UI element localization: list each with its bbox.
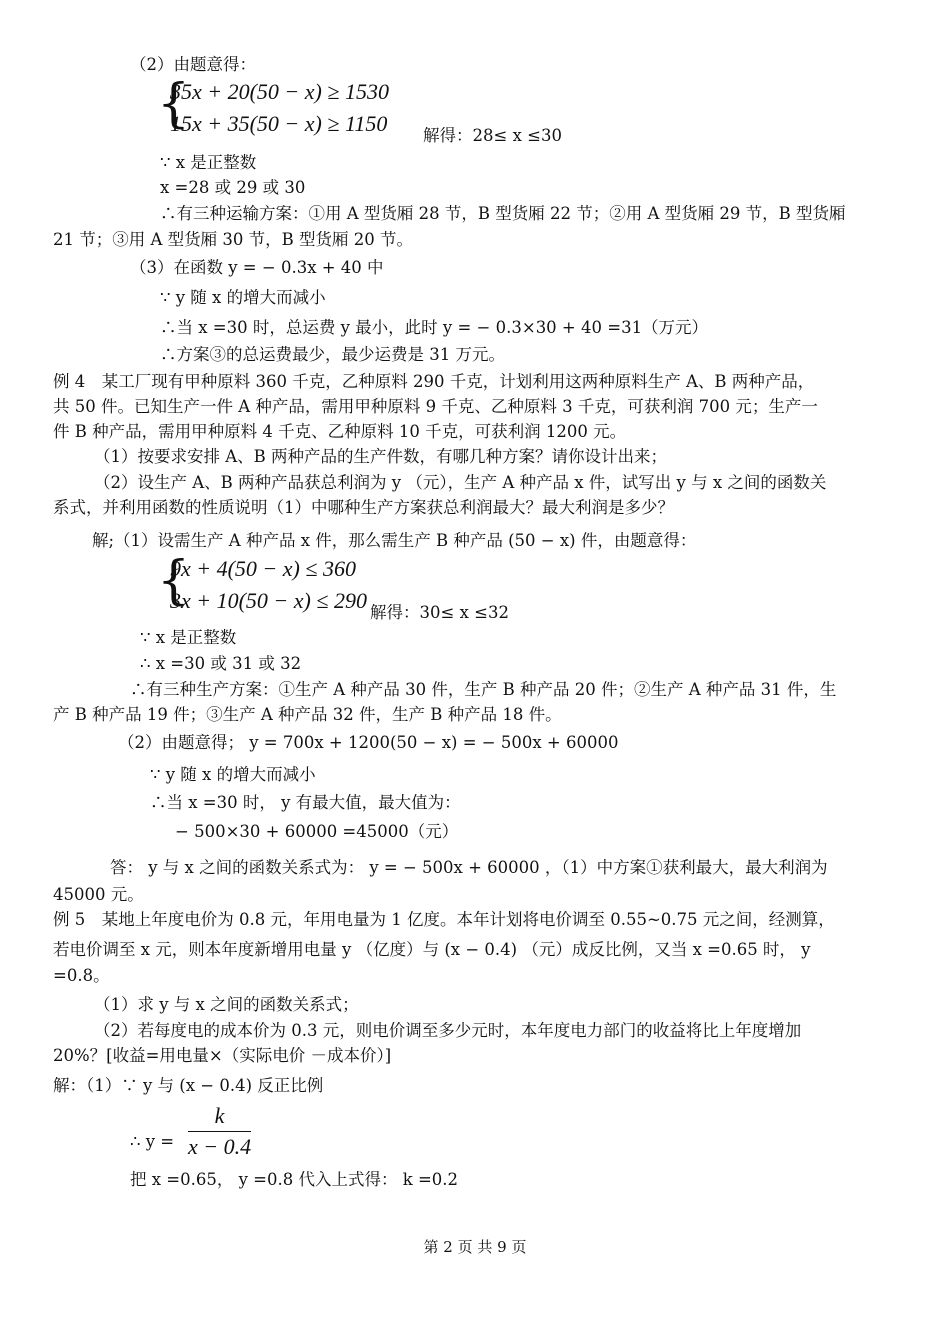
fraction-numerator: k	[188, 1103, 251, 1132]
system-brace: {	[157, 551, 191, 611]
fraction	[188, 1103, 251, 1160]
question-line: （1）求 y 与 x 之间的函数关系式；	[94, 995, 359, 1014]
answer-line: 答： y 与 x 之间的函数关系式为： y = − 500x + 60000 ，（1）中方案①获利最大，最大利润为	[110, 858, 828, 877]
substitution-line: 把 x =0.65， y =0.8 代入上式得： k =0.2	[130, 1170, 459, 1189]
question-line: （1）按要求安排 A、B 两种产品的生产件数，有哪几种方案？请你设计出来；	[94, 447, 668, 466]
question-line: （2）设生产 A、B 两种产品获总利润为 y （元），生产 A 种产品 x 件，试写出 y 与 x 之间的函数关	[94, 473, 827, 492]
system-brace: {	[157, 74, 191, 134]
solution-line: 解：（1）∵ y 与 (x − 0.4) 反正比例	[53, 1076, 324, 1095]
reasoning-line: ∴当 x =30 时，总运费 y 最小，此时 y = − 0.3×30 + 40 =31（万元）	[160, 318, 709, 337]
paragraph-line: 产 B 种产品 19 件；③生产 A 种产品 32 件，生产 B 种产品 18 件。	[53, 705, 562, 724]
step-label: （2）由题意得：	[130, 55, 256, 74]
inequality-2: 3x + 10(50 − x) ≤ 290	[170, 588, 367, 613]
paragraph-line: ∴有三种生产方案：①生产 A 种产品 30 件，生产 B 种产品 20 件；②生产 A 种产品 31 件，生	[130, 680, 837, 699]
inequality-1: 35x + 20(50 − x) ≥ 1530	[170, 79, 389, 104]
reasoning-line: x =28 或 29 或 30	[160, 178, 306, 197]
formula-prefix: ∴ y =	[130, 1132, 175, 1151]
inequality-1: 9x + 4(50 − x) ≤ 360	[170, 556, 356, 581]
example-heading: 例 4 某工厂现有甲种原料 360 千克，乙种原料 290 千克，计划利用这两种原料生产 A、B 两种产品，	[53, 372, 815, 391]
reasoning-line: ∵ y 随 x 的增大而减小	[150, 765, 316, 784]
solution-range: 解得：30≤ x ≤32	[370, 603, 509, 622]
example-heading: 例 5 某地上年度电价为 0.8 元，年用电量为 1 亿度。本年计划将电价调至 0.55~0.75 元之间，经测算，	[53, 910, 835, 929]
reasoning-line: ∵ y 随 x 的增大而减小	[160, 288, 326, 307]
reasoning-line: ∵ x 是正整数	[160, 153, 257, 172]
reasoning-line: ∵ x 是正整数	[140, 628, 237, 647]
step-label: （2）由题意得； y = 700x + 1200(50 − x) = − 500x + 60000	[118, 733, 619, 752]
calculation-line: − 500×30 + 60000 =45000（元）	[175, 822, 459, 841]
answer-line: 45000 元。	[53, 885, 144, 904]
question-line: 20%？[收益=用电量×（实际电价 －成本价）]	[53, 1046, 392, 1065]
step-label: （3）在函数 y = − 0.3x + 40 中	[130, 258, 384, 277]
question-line: 系式，并利用函数的性质说明（1）中哪种生产方案获总利润最大？最大利润是多少？	[53, 498, 674, 517]
fraction-denominator: x − 0.4	[188, 1134, 252, 1159]
paragraph-line: 21 节；③用 A 型货厢 30 节，B 型货厢 20 节。	[53, 230, 413, 249]
conclusion-line: ∴方案③的总运费最少，最少运费是 31 万元。	[160, 345, 505, 364]
paragraph-line: 件 B 种产品，需用甲种原料 4 千克、乙种原料 10 千克，可获利润 1200 元。	[53, 422, 627, 441]
solution-line: 解;（1）设需生产 A 种产品 x 件，那么需生产 B 种产品 (50 − x) 件，由题意得：	[92, 531, 697, 550]
question-line: （2）若每度电的成本价为 0.3 元，则电价调至多少元时，本年度电力部门的收益将比上年度增加	[94, 1021, 802, 1040]
paragraph-line: =0.8。	[53, 966, 110, 985]
page-footer: 第 2 页 共 9 页	[423, 1238, 527, 1256]
reasoning-line: ∴当 x =30 时， y 有最大值，最大值为：	[150, 793, 461, 812]
solution-range: 解得：28≤ x ≤30	[423, 126, 562, 145]
inequality-2: 15x + 35(50 − x) ≥ 1150	[170, 111, 388, 136]
paragraph-line: 共 50 件。已知生产一件 A 种产品，需用甲种原料 9 千克、乙种原料 3 千克，可获利润 700 元；生产一	[53, 397, 818, 416]
reasoning-line: ∴ x =30 或 31 或 32	[140, 654, 302, 673]
paragraph-line: ∴有三种运输方案：①用 A 型货厢 28 节，B 型货厢 22 节；②用 A 型货厢 29 节，B 型货厢	[160, 204, 846, 223]
paragraph-line: 若电价调至 x 元，则本年度新增用电量 y （亿度）与 (x − 0.4) （元）成反比例，又当 x =0.65 时， y	[53, 940, 811, 959]
